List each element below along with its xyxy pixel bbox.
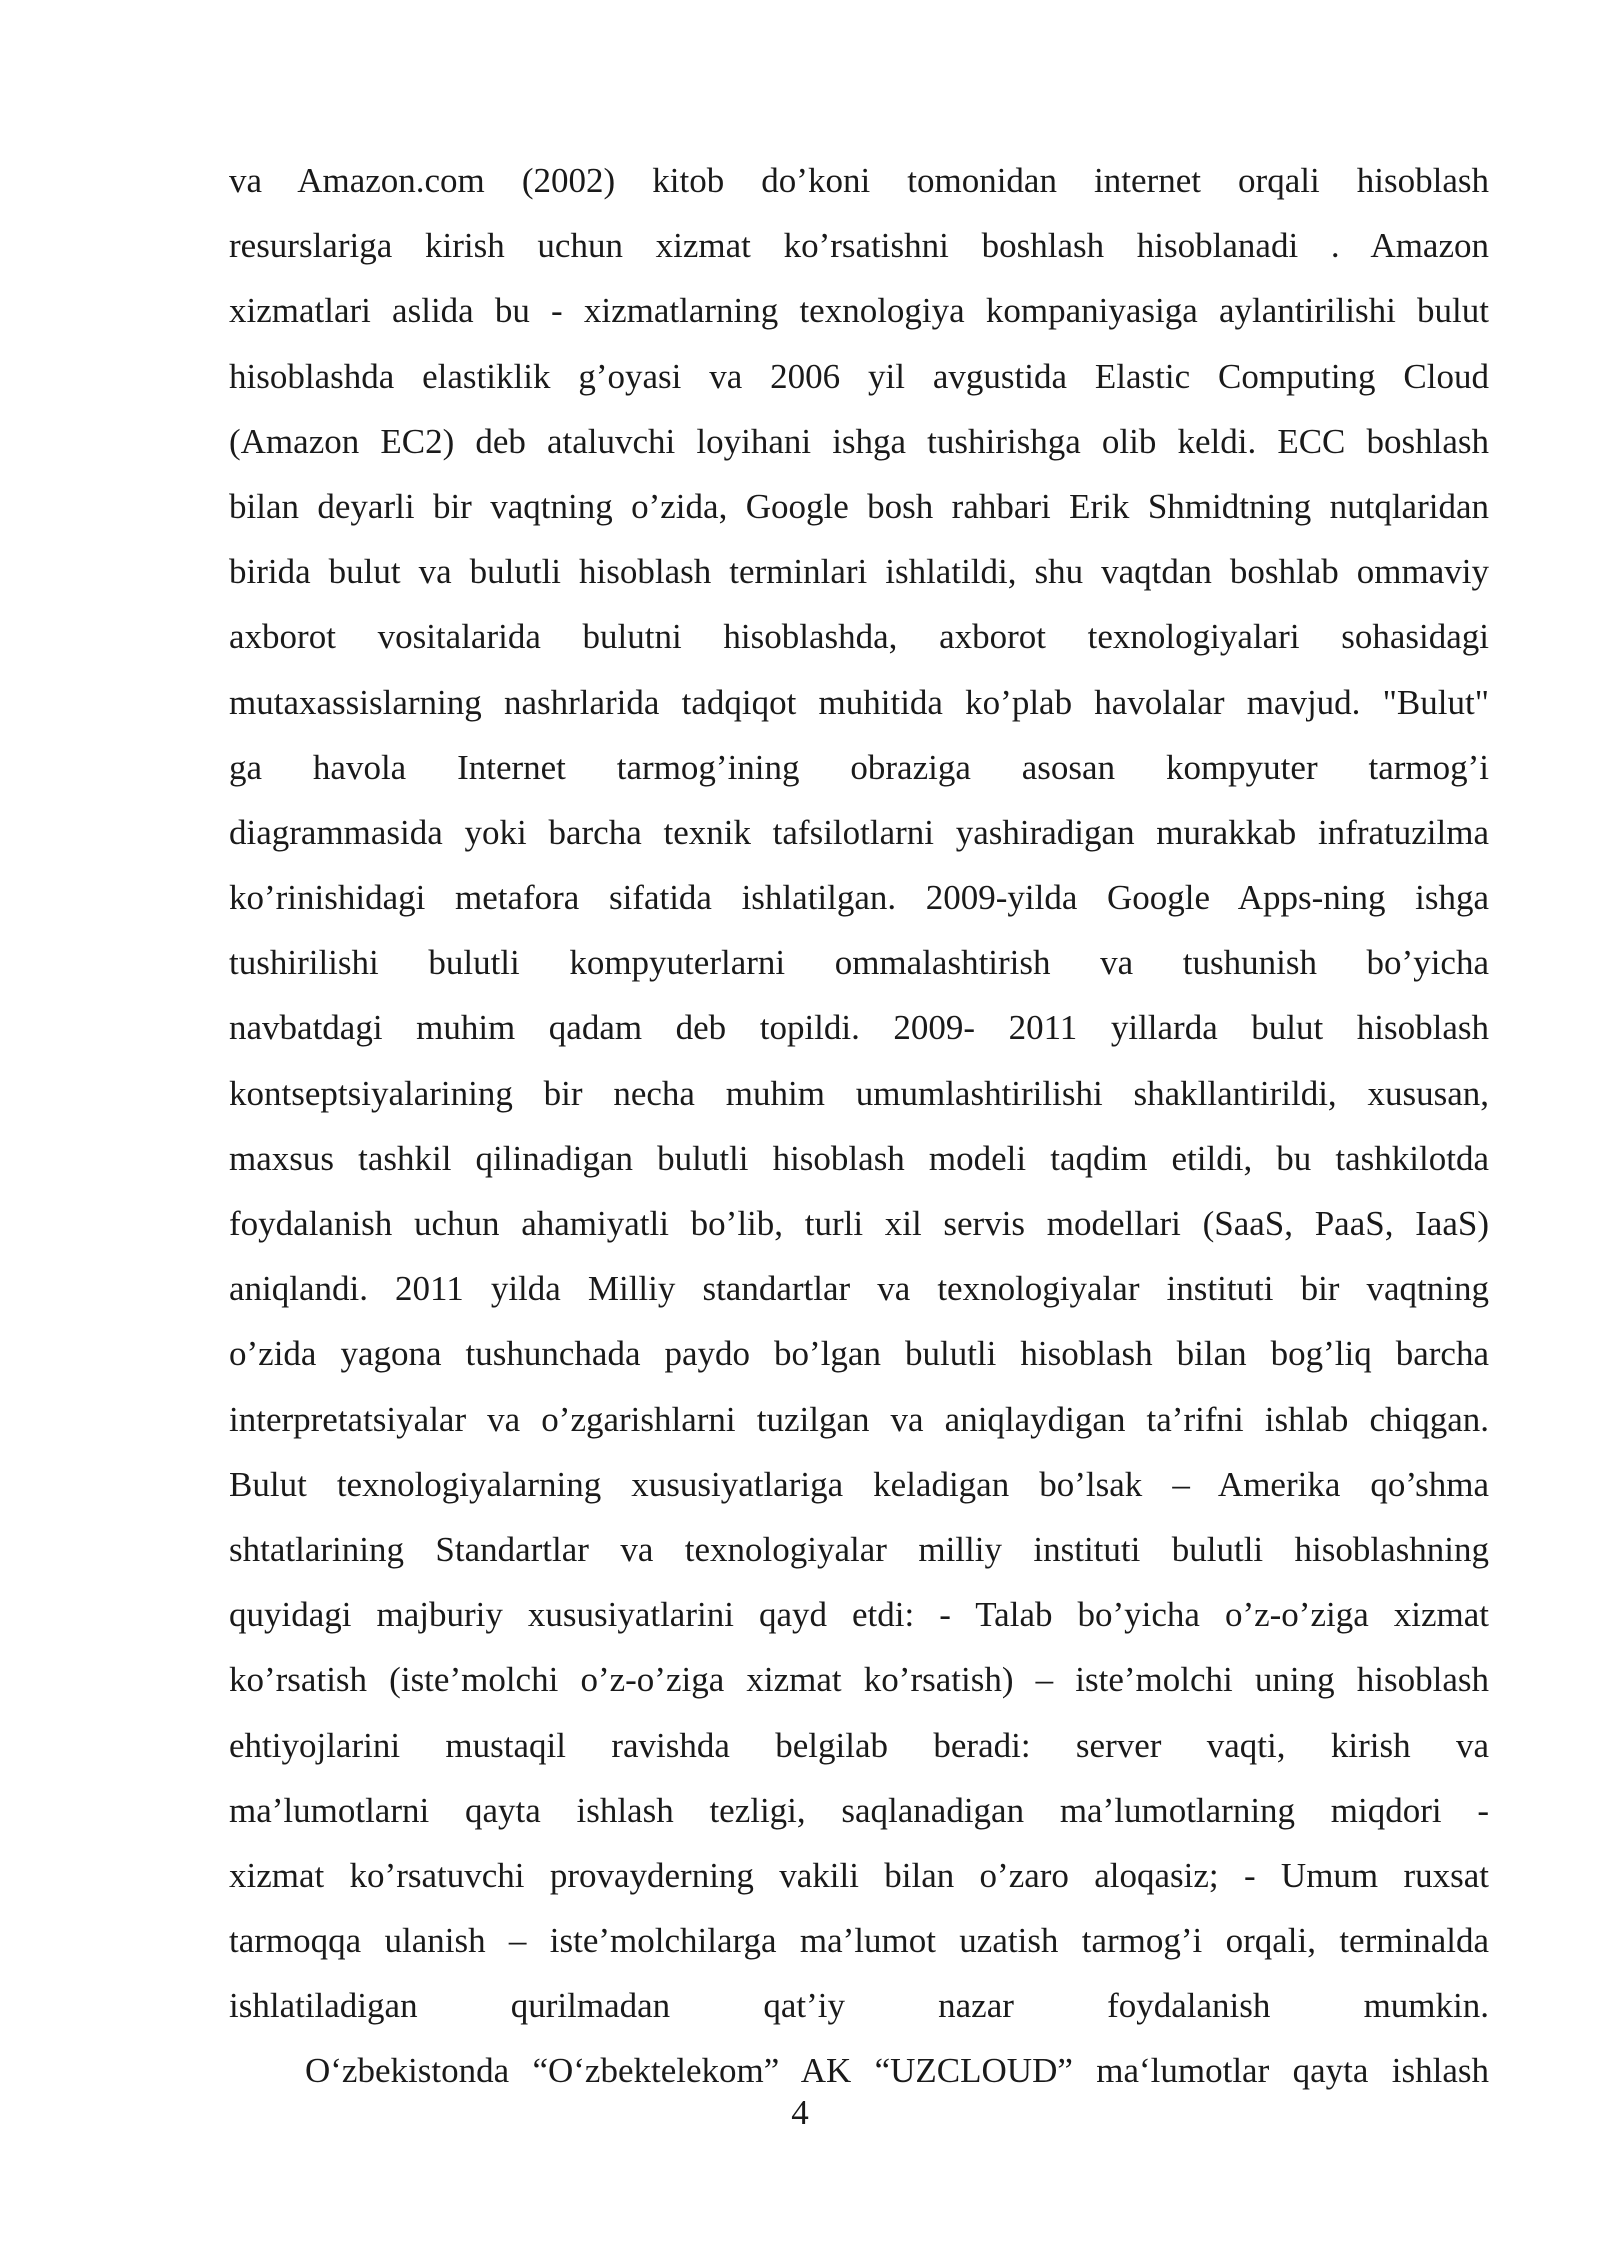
text-line: ga havola Internet tarmog’ining obraziga asosan kompyuter tarmog’i bbox=[229, 747, 1489, 787]
text-line: mutaxassislarning nashrlarida tadqiqot muhitida ko’plab havolalar mavjud. "Bulut" bbox=[229, 682, 1489, 722]
text-line: Bulut texnologiyalarning xususiyatlariga keladigan bo’lsak – Amerika qo’shma bbox=[229, 1464, 1489, 1504]
text-line: kontseptsiyalarining bir necha muhim umumlashtirilishi shakllantirildi, xususan, bbox=[229, 1073, 1489, 1113]
text-line: maxsus tashkil qilinadigan bulutli hisoblash modeli taqdim etildi, bu tashkilotda bbox=[229, 1138, 1489, 1178]
text-line: aniqlandi. 2011 yilda Milliy standartlar va texnologiyalar instituti bir vaqtning bbox=[229, 1269, 1489, 1309]
text-line: xizmat ko’rsatuvchi provayderning vakili bilan o’zaro aloqasiz; - Umum ruxsat bbox=[229, 1855, 1489, 1895]
text-line: resurslariga kirish uchun xizmat ko’rsatishni boshlash hisoblanadi . Amazon bbox=[229, 226, 1489, 266]
text-line: bilan deyarli bir vaqtning o’zida, Google bosh rahbari Erik Shmidtning nutqlaridan bbox=[229, 486, 1489, 526]
text-line: ehtiyojlarini mustaqil ravishda belgilab beradi: server vaqti, kirish va bbox=[229, 1725, 1489, 1765]
text-line: navbatdagi muhim qadam deb topildi. 2009- 2011 yillarda bulut hisoblash bbox=[229, 1008, 1489, 1048]
text-line: ko’rinishidagi metafora sifatida ishlatilgan. 2009-yilda Google Apps-ning ishga bbox=[229, 878, 1489, 918]
text-line: va Amazon.com (2002) kitob do’koni tomonidan internet orqali hisoblash bbox=[229, 161, 1489, 200]
text-line: interpretatsiyalar va o’zgarishlarni tuzilgan va aniqlaydigan ta’rifni ishlab chiqgan. bbox=[229, 1399, 1489, 1439]
text-line: ishlatiladigan qurilmadan qat’iy nazar foydalanish mumkin. bbox=[229, 1986, 1489, 2026]
page-number: 4 bbox=[791, 2093, 809, 2132]
text-line: axborot vositalarida bulutni hisoblashda, axborot texnologiyalari sohasidagi bbox=[229, 617, 1489, 657]
text-line: foydalanish uchun ahamiyatli bo’lib, turli xil servis modellari (SaaS, PaaS, IaaS) bbox=[229, 1204, 1489, 1243]
body-text bbox=[229, 148, 1489, 2104]
text-line: shtatlarining Standartlar va texnologiyalar milliy instituti bulutli hisoblashning bbox=[229, 1529, 1489, 1569]
paragraph-start-line: O‘zbekistonda “O‘zbektelekom” AK “UZCLOUD” ma‘lumotlar qayta ishlash bbox=[305, 2051, 1489, 2091]
text-line: quyidagi majburiy xususiyatlarini qayd etdi: - Talab bo’yicha o’z-o’ziga xizmat bbox=[229, 1595, 1489, 1635]
text-line: ko’rsatish (iste’molchi o’z-o’ziga xizmat ko’rsatish) – iste’molchi uning hisoblash bbox=[229, 1660, 1489, 1700]
text-line: o’zida yagona tushunchada paydo bo’lgan bulutli hisoblash bilan bog’liq barcha bbox=[229, 1334, 1489, 1374]
text-line: xizmatlari aslida bu - xizmatlarning texnologiya kompaniyasiga aylantirilishi bulut bbox=[229, 291, 1489, 331]
text-line: ma’lumotlarni qayta ishlash tezligi, saqlanadigan ma’lumotlarning miqdori - bbox=[229, 1790, 1489, 1830]
text-line: birida bulut va bulutli hisoblash terminlari ishlatildi, shu vaqtdan boshlab ommaviy bbox=[229, 552, 1489, 592]
text-line: tarmoqqa ulanish – iste’molchilarga ma’lumot uzatish tarmog’i orqali, terminalda bbox=[229, 1921, 1489, 1961]
text-line: tushirilishi bulutli kompyuterlarni ommalashtirish va tushunish bo’yicha bbox=[229, 943, 1489, 983]
text-line: hisoblashda elastiklik g’oyasi va 2006 yil avgustida Elastic Computing Cloud bbox=[229, 356, 1489, 396]
text-line: diagrammasida yoki barcha texnik tafsilotlarni yashiradigan murakkab infratuzilma bbox=[229, 812, 1489, 852]
text-line: (Amazon EC2) deb ataluvchi loyihani ishga tushirishga olib keldi. ECC boshlash bbox=[229, 421, 1489, 461]
